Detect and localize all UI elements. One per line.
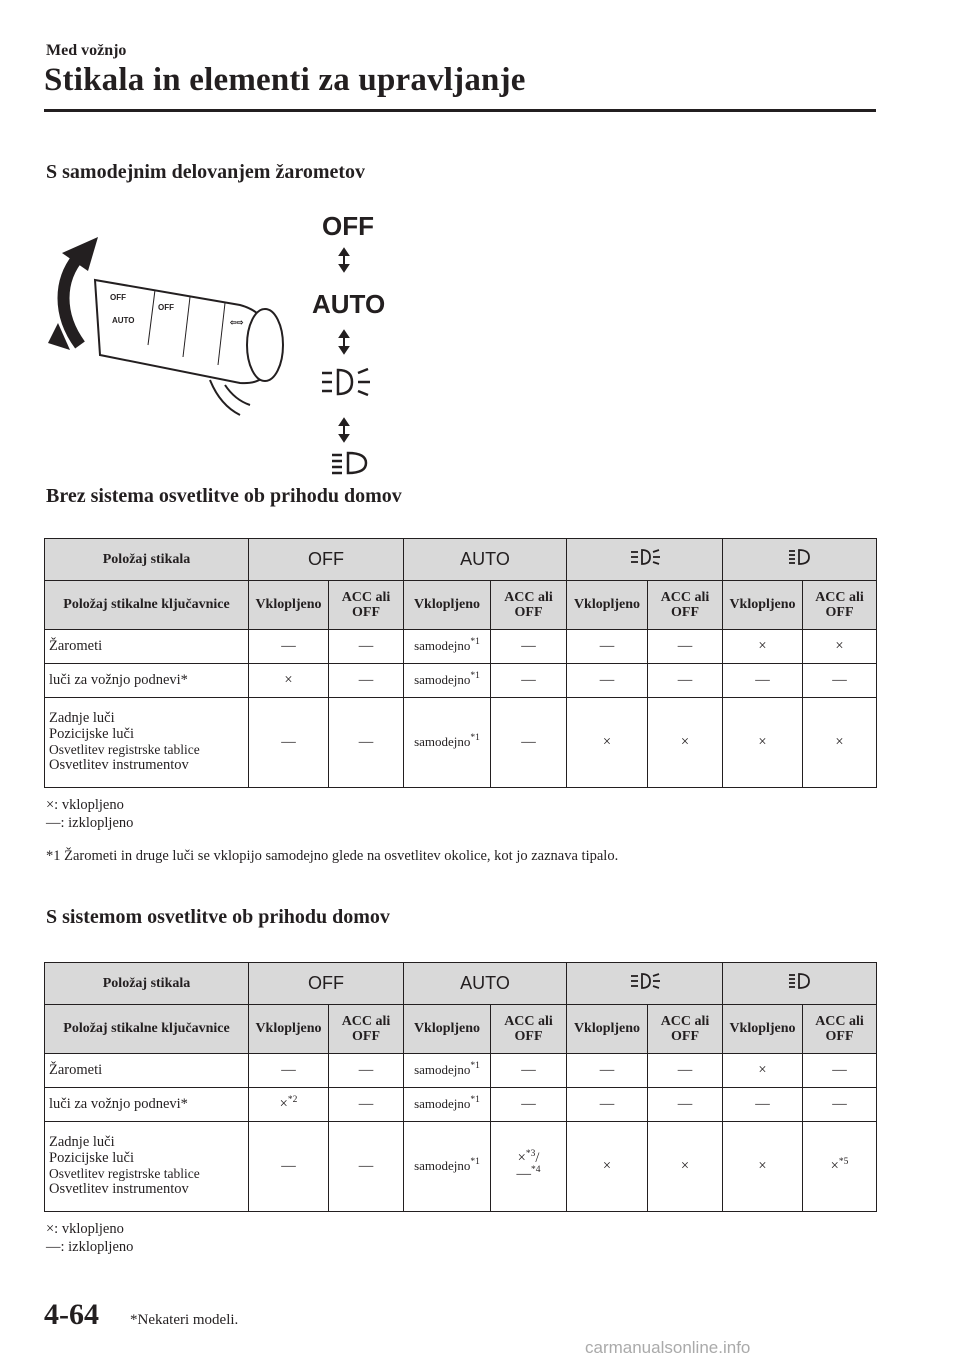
header-off: OFF <box>249 963 404 1005</box>
header-parking-icon <box>723 539 877 581</box>
svg-text:AUTO: AUTO <box>112 316 135 325</box>
cell-auto: samodejno$^{*1}$ <box>404 1088 491 1122</box>
header-ignition-position: Položaj stikalne ključavnice <box>45 581 249 630</box>
row-label-line: Osvetlitev instrumentov <box>49 1180 189 1197</box>
row-label-drl: luči za vožnjo podnevi* <box>45 1088 249 1122</box>
cell: — <box>567 1054 648 1088</box>
row-label-headlights: Žarometi <box>45 630 249 664</box>
cell: — <box>648 1088 723 1122</box>
header-auto: AUTO <box>404 539 567 581</box>
page-title: Stikala in elementi za upravljanje <box>44 62 526 98</box>
header-off: OFF <box>249 539 404 581</box>
title-divider <box>44 109 876 112</box>
cell: — <box>329 630 404 664</box>
header-headlight-icon <box>567 963 723 1005</box>
svg-text:OFF: OFF <box>158 303 174 312</box>
watermark: carmanualsonline.info <box>585 1338 751 1357</box>
cell: ×$^{*5}$ <box>803 1122 877 1212</box>
cell: × <box>803 698 877 788</box>
legend-on: ×: vklopljeno <box>46 797 124 813</box>
lever-illustration <box>40 205 400 485</box>
legend-off: —: izklopljeno <box>46 815 134 831</box>
header-on: Vklopljeno <box>723 1005 803 1054</box>
header-switch-position: Položaj stikala <box>45 539 249 581</box>
cell-auto: samodejno$^{*1}$ <box>404 1122 491 1212</box>
headlight-low-beam-icon <box>322 369 370 395</box>
legend-on: ×: vklopljeno <box>46 1221 124 1237</box>
row-label-line: Pozicijske luči <box>49 1150 134 1167</box>
cell: — <box>249 630 329 664</box>
lights-table-with-coming-home <box>44 962 877 1212</box>
cell: — <box>803 664 877 698</box>
row-label-line: Zadnje luči <box>49 710 115 727</box>
header-acc: ACC ali OFF <box>491 581 567 630</box>
row-label-line: Osvetlitev instrumentov <box>49 756 189 773</box>
cell: — <box>723 1088 803 1122</box>
svg-text:OFF: OFF <box>110 293 126 302</box>
cell: — <box>329 1088 404 1122</box>
cell-auto: samodejno$^{*1}$ <box>404 1054 491 1088</box>
row-label-tail-lights <box>45 698 249 788</box>
cell: — <box>567 664 648 698</box>
header-acc: ACC ali OFF <box>491 1005 567 1054</box>
cell: — <box>491 630 567 664</box>
row-label-headlights: Žarometi <box>45 1054 249 1088</box>
cell: × <box>567 1122 648 1212</box>
cell: — <box>567 1088 648 1122</box>
page-footnote: *Nekateri modeli. <box>130 1312 239 1328</box>
headlight-low-beam-icon <box>628 971 662 991</box>
cell: — <box>567 630 648 664</box>
row-label-line: Osvetlitev registrske tablice <box>49 742 200 758</box>
cell: × <box>723 630 803 664</box>
header-headlight-icon <box>567 539 723 581</box>
chapter-label: Med vožnjo <box>46 42 127 59</box>
cell-split: ×$^{*3}$/ —$^{*4}$ <box>491 1122 567 1212</box>
header-on: Vklopljeno <box>567 581 648 630</box>
header-acc: ACC ali OFF <box>648 581 723 630</box>
header-acc: ACC ali OFF <box>803 581 877 630</box>
svg-text:⇦⇨: ⇦⇨ <box>230 318 244 327</box>
cell: — <box>491 1088 567 1122</box>
header-acc: ACC ali OFF <box>329 1005 404 1054</box>
cell: — <box>329 1054 404 1088</box>
position-auto-label: AUTO <box>312 289 386 319</box>
header-on: Vklopljeno <box>404 1005 491 1054</box>
section-title-coming-home: S sistemom osvetlitve ob prihodu domov <box>46 906 390 928</box>
header-on: Vklopljeno <box>404 581 491 630</box>
cell: — <box>803 1054 877 1088</box>
header-on: Vklopljeno <box>249 581 329 630</box>
cell: × <box>723 698 803 788</box>
cell: — <box>491 698 567 788</box>
position-off-label: OFF <box>322 211 374 241</box>
legend-2 <box>46 1220 133 1256</box>
rotation-arrow-icon <box>48 237 98 350</box>
cell: × <box>249 664 329 698</box>
cell: — <box>329 698 404 788</box>
header-parking-icon <box>723 963 877 1005</box>
row-label-line: Osvetlitev registrske tablice <box>49 1166 200 1182</box>
page-number: 4-64 <box>44 1298 99 1331</box>
parking-light-icon <box>332 453 366 473</box>
cell-auto: samodejno$^{*1}$ <box>404 630 491 664</box>
cell: — <box>648 1054 723 1088</box>
header-ignition-position: Položaj stikalne ključavnice <box>45 1005 249 1054</box>
header-acc: ACC ali OFF <box>329 581 404 630</box>
cell: ×$^{*2}$ <box>249 1088 329 1122</box>
headlight-low-beam-icon <box>628 547 662 567</box>
section-title-auto-headlights: S samodejnim delovanjem žarometov <box>46 161 366 183</box>
header-switch-position: Položaj stikala <box>45 963 249 1005</box>
header-auto: AUTO <box>404 963 567 1005</box>
section-title-no-coming-home: Brez sistema osvetlitve ob prihodu domov <box>46 485 402 507</box>
cell: × <box>723 1122 803 1212</box>
cell: × <box>723 1054 803 1088</box>
cell: — <box>803 1088 877 1122</box>
footnote-1: *1 Žarometi in druge luči se vklopijo samodejno glede na osvetlitev okolice, kot jo zaznava tipalo. <box>46 848 619 864</box>
legend-1 <box>46 796 133 832</box>
cell: — <box>491 1054 567 1088</box>
row-label-tail-lights <box>45 1122 249 1212</box>
cell: — <box>491 664 567 698</box>
legend-off: —: izklopljeno <box>46 1239 134 1255</box>
cell: — <box>249 1122 329 1212</box>
cell: — <box>648 630 723 664</box>
lights-table-without-coming-home <box>44 538 877 788</box>
parking-light-icon <box>787 547 813 567</box>
cell-auto: samodejno$^{*1}$ <box>404 664 491 698</box>
cell: — <box>249 698 329 788</box>
cell: — <box>249 1054 329 1088</box>
cell: — <box>723 664 803 698</box>
parking-light-icon <box>787 971 813 991</box>
cell: × <box>567 698 648 788</box>
row-label-drl: luči za vožnjo podnevi* <box>45 664 249 698</box>
cell: — <box>648 664 723 698</box>
header-acc: ACC ali OFF <box>803 1005 877 1054</box>
cell: × <box>803 630 877 664</box>
cell: — <box>329 1122 404 1212</box>
cell-auto: samodejno$^{*1}$ <box>404 698 491 788</box>
header-on: Vklopljeno <box>723 581 803 630</box>
header-on: Vklopljeno <box>249 1005 329 1054</box>
cell: × <box>648 698 723 788</box>
header-acc: ACC ali OFF <box>648 1005 723 1054</box>
row-label-line: Zadnje luči <box>49 1134 115 1151</box>
header-on: Vklopljeno <box>567 1005 648 1054</box>
row-label-line: Pozicijske luči <box>49 726 134 743</box>
cell: × <box>648 1122 723 1212</box>
cell: — <box>329 664 404 698</box>
